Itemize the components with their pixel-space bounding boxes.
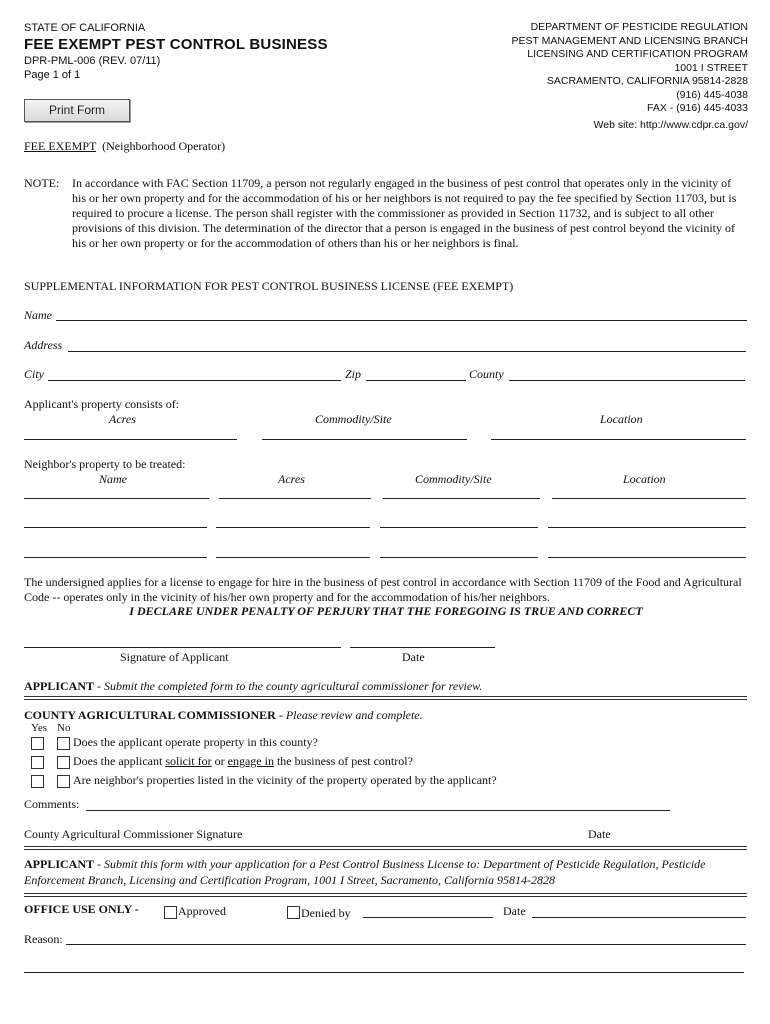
reason-field-line-2[interactable] (24, 972, 744, 973)
note-text: In accordance with FAC Section 11709, a person not regularly engaged in the business of pest control that operates only in the vicinity of his or her own property and for the accommodation of his or her neighbors is not required to pay the fee specified by Section 11703, but is required to procure a license. The person shall register with the commissioner as provided in Section 11732, and is subject to all other provisions of this division. The determination of the director that a person is engaged in the business of pest control beyond the vicinity of his or her own property or for the accommodation of others than his or her neighbors is final. (72, 176, 737, 250)
declaration-text: The undersigned applies for a license to engage for hire in the business of pest control in accordance with Section 11709 of the Food and Agricultural Code -- operates only in the vicinity of his/her own property and for the accommodation of his/her neighbors. (24, 575, 742, 604)
q2-or: or (211, 754, 228, 768)
commissioner-instruction: - Please review and complete. (275, 708, 423, 722)
address-field[interactable] (68, 351, 746, 352)
neighbor-commodity-header: Commodity/Site (415, 472, 492, 486)
neighbor-acres-field-2[interactable] (216, 527, 370, 528)
city-label: City (24, 367, 44, 381)
applicant-date-field[interactable] (350, 647, 495, 648)
fee-exempt-label: FEE EXEMPT (24, 139, 97, 153)
dept-line: FAX - (916) 445-4033 (647, 102, 748, 114)
supplemental-heading: SUPPLEMENTAL INFORMATION FOR PEST CONTROL BUSINESS LICENSE (FEE EXEMPT) (24, 279, 514, 293)
denied-by-field[interactable] (363, 917, 493, 918)
applicant-note-1 (24, 679, 482, 694)
neighbor-commodity-field-3[interactable] (380, 557, 538, 558)
office-use-label: OFFICE USE ONLY - (24, 902, 139, 916)
commissioner-heading: COUNTY AGRICULTURAL COMMISSIONER (24, 708, 276, 722)
comments-field[interactable] (86, 810, 670, 811)
dept-line: SACRAMENTO, CALIFORNIA 95814-2828 (546, 75, 748, 87)
zip-field[interactable] (366, 380, 466, 381)
q2-solicit: solicit for (165, 754, 212, 768)
commissioner-signature-label: County Agricultural Commissioner Signature (24, 827, 243, 841)
applicant-acres-header: Acres (109, 412, 136, 426)
address-label: Address (24, 338, 63, 352)
neighbor-name-field-3[interactable] (24, 557, 207, 558)
state-label: STATE OF CALIFORNIA (24, 22, 146, 34)
divider (24, 896, 747, 897)
divider (24, 893, 747, 894)
neighbor-location-field-1[interactable] (552, 498, 746, 499)
neighbor-commodity-field-1[interactable] (383, 498, 540, 499)
neighbor-acres-field-1[interactable] (219, 498, 371, 499)
fee-exempt-suffix: (Neighborhood Operator) (102, 139, 226, 153)
dept-line: PEST MANAGEMENT AND LICENSING BRANCH (511, 34, 748, 47)
reason-field[interactable] (66, 944, 746, 945)
approved-label: Approved (178, 904, 226, 918)
neighbor-location-header: Location (623, 472, 666, 486)
department-address-block (512, 21, 749, 132)
form-number: DPR-PML-006 (REV. 07/11) (24, 55, 161, 67)
applicant-note-2-label: APPLICANT (24, 857, 95, 871)
zip-label: Zip (345, 367, 362, 381)
commissioner-heading-line (24, 708, 423, 723)
fee-exempt-line (24, 139, 225, 154)
applicant-note-1-label: APPLICANT (24, 679, 95, 693)
q1-no-checkbox[interactable] (57, 737, 70, 750)
neighbor-location-field-2[interactable] (548, 527, 746, 528)
q2-part-a: Does the applicant (73, 754, 166, 768)
divider (24, 696, 747, 697)
applicant-property-label: Applicant's property consists of: (24, 397, 180, 411)
applicant-date-label: Date (402, 650, 425, 664)
question-2 (73, 754, 413, 769)
question-1: Does the applicant operate property in this county? (73, 735, 318, 749)
office-date-field[interactable] (532, 917, 746, 918)
q2-yes-checkbox[interactable] (31, 756, 44, 769)
dept-line: (916) 445-4038 (676, 88, 748, 101)
divider (24, 849, 747, 850)
divider (24, 846, 747, 847)
applicant-signature-label: Signature of Applicant (120, 650, 229, 664)
applicant-signature-field[interactable] (24, 647, 341, 648)
page-indicator: Page 1 of 1 (24, 69, 81, 81)
neighbor-name-field-1[interactable] (24, 498, 209, 499)
applicant-note-2 (24, 856, 748, 888)
q3-no-checkbox[interactable] (57, 775, 70, 788)
neighbor-name-field-2[interactable] (24, 527, 207, 528)
name-field[interactable] (56, 320, 747, 321)
q2-no-checkbox[interactable] (57, 756, 70, 769)
applicant-commodity-field[interactable] (262, 439, 467, 440)
q2-engage: engage in (227, 754, 274, 768)
office-date-label: Date (503, 904, 526, 918)
denied-label: Denied by (301, 906, 351, 920)
q3-yes-checkbox[interactable] (31, 775, 44, 788)
dept-line: DEPARTMENT OF PESTICIDE REGULATION (530, 21, 748, 33)
applicant-acres-field[interactable] (24, 439, 237, 440)
applicant-location-header: Location (600, 412, 643, 426)
county-label: County (469, 367, 504, 381)
neighbor-property-label: Neighbor's property to be treated: (24, 457, 186, 471)
website-line: Web site: http://www.cdpr.ca.gov/ (593, 118, 748, 131)
q1-yes-checkbox[interactable] (31, 737, 44, 750)
no-header: No (57, 722, 71, 734)
applicant-note-2-text: - Submit this form with your application for a Pest Control Business License to: Department of Pesticide Regulation, Pesticide Enforcement Branch, Licensing and Certification Program, 1001 I Street, Sacramento, California 95814-2828 (24, 857, 706, 887)
comments-label: Comments: (24, 797, 80, 811)
neighbor-commodity-field-2[interactable] (380, 527, 538, 528)
applicant-note-1-text: - Submit the completed form to the county agricultural commissioner for review. (94, 679, 483, 693)
neighbor-acres-field-3[interactable] (216, 557, 370, 558)
neighbor-acres-header: Acres (278, 472, 305, 486)
q2-part-b: the business of pest control? (273, 754, 413, 768)
commissioner-date-label: Date (588, 827, 611, 841)
yes-header: Yes (31, 722, 48, 734)
neighbor-location-field-3[interactable] (548, 557, 746, 558)
note-label: NOTE: (24, 176, 60, 190)
divider (24, 699, 747, 700)
print-form-button[interactable]: Print Form (24, 99, 130, 122)
city-field[interactable] (48, 380, 341, 381)
approved-checkbox[interactable] (164, 906, 177, 919)
applicant-commodity-header: Commodity/Site (315, 412, 392, 426)
county-field[interactable] (509, 380, 745, 381)
denied-checkbox[interactable] (287, 906, 300, 919)
dept-line: 1001 I STREET (674, 61, 748, 74)
name-label: Name (24, 308, 52, 322)
form-title: FEE EXEMPT PEST CONTROL BUSINESS (24, 36, 328, 53)
question-3: Are neighbor's properties listed in the vicinity of the property operated by the applicant? (73, 773, 497, 787)
neighbor-name-header: Name (99, 472, 127, 486)
reason-label: Reason: (24, 932, 63, 946)
applicant-location-field[interactable] (491, 439, 746, 440)
dept-line: LICENSING AND CERTIFICATION PROGRAM (527, 48, 748, 60)
perjury-statement: I DECLARE UNDER PENALTY OF PERJURY THAT THE FOREGOING IS TRUE AND CORRECT (129, 604, 643, 618)
